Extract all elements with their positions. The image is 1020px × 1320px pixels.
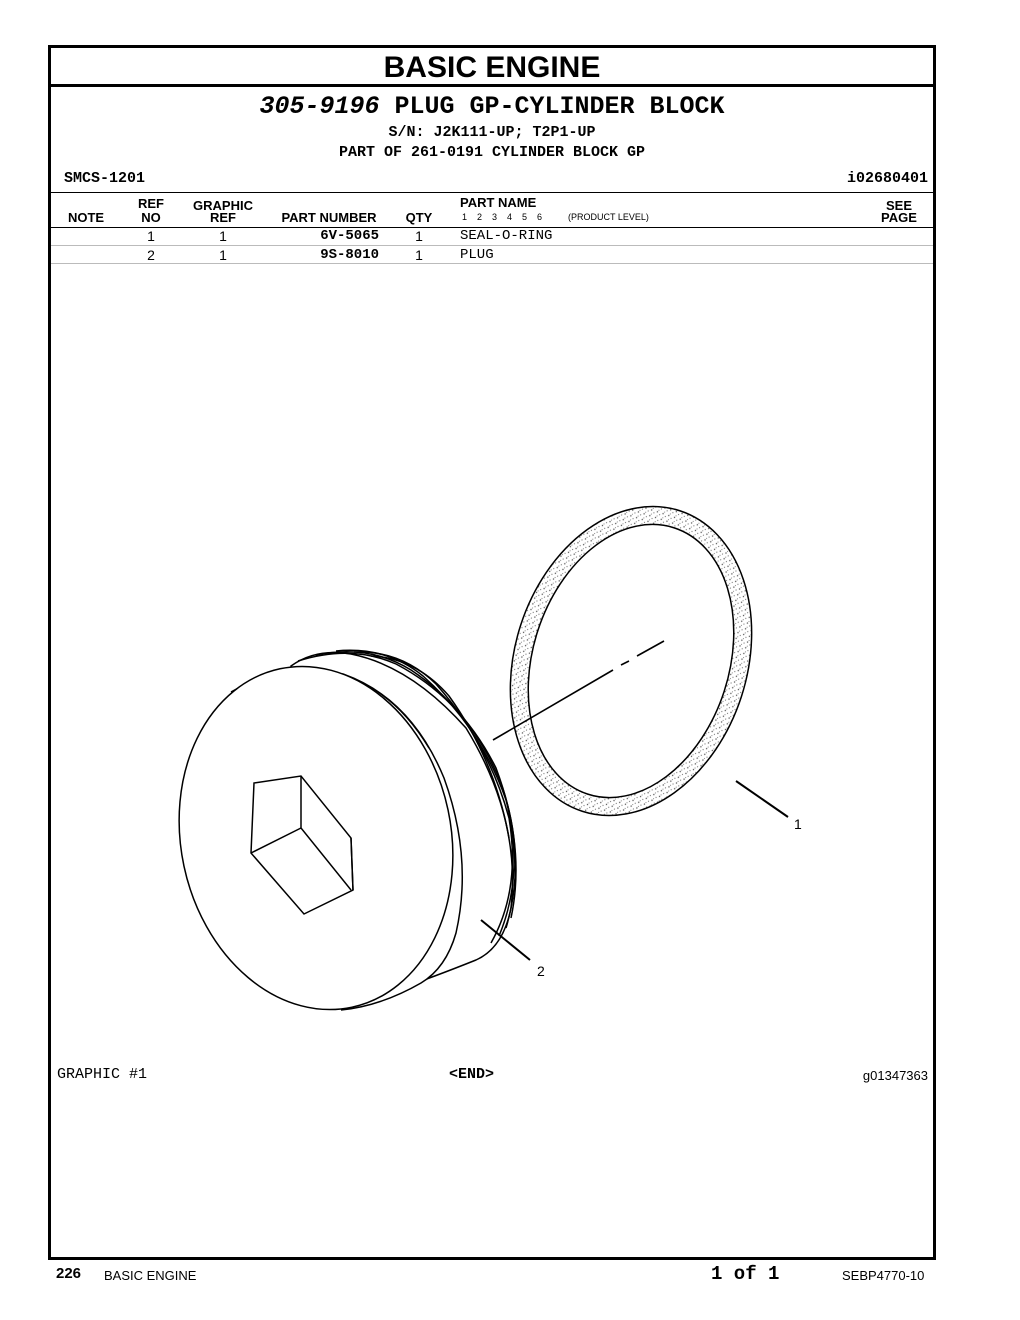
group-name: PLUG GP-CYLINDER BLOCK — [394, 92, 725, 121]
graphic-label: GRAPHIC #1 — [57, 1066, 148, 1083]
header-part-number: PART NUMBER — [281, 210, 377, 225]
header-product-level: (PRODUCT LEVEL) — [568, 212, 649, 222]
graphic-id: g01347363 — [862, 1068, 928, 1083]
row1-graphic-ref: 1 — [219, 228, 227, 244]
row1-part-number: 6V-5065 — [320, 228, 379, 244]
group-part-number: 305-9196 — [259, 92, 380, 121]
header-graphic-top: GRAPHIC — [193, 198, 253, 213]
header-ref-bottom: NO — [141, 210, 161, 225]
footer-section: BASIC ENGINE — [104, 1268, 197, 1283]
footer-page-of: 1 of 1 — [711, 1263, 780, 1285]
row1-part-name: SEAL-O-RING — [460, 228, 553, 244]
row1-ref: 1 — [147, 228, 155, 244]
header-see-bottom: PAGE — [881, 210, 917, 225]
footer-doc-number: SEBP4770-10 — [842, 1268, 925, 1283]
header-ref-top: REF — [138, 196, 164, 211]
footer-page-number: 226 — [56, 1265, 82, 1282]
plug-drawing — [148, 641, 516, 1036]
callout-leader-1 — [736, 781, 788, 817]
row2-part-number: 9S-8010 — [320, 247, 379, 263]
header-part-name: PART NAME — [460, 195, 537, 210]
seal-o-ring-drawing — [472, 475, 790, 847]
row2-part-name: PLUG — [460, 247, 494, 263]
header-see-top: SEE — [885, 198, 912, 213]
end-marker: <END> — [449, 1066, 495, 1083]
serial-numbers: S/N: J2K111-UP; T2P1-UP — [388, 124, 596, 141]
header-note: NOTE — [67, 210, 105, 225]
header-levels: 1 2 3 4 5 6 — [462, 212, 543, 222]
section-title: BASIC ENGINE — [51, 48, 933, 87]
row2-ref: 2 — [147, 247, 155, 263]
page-frame — [48, 45, 936, 1260]
part-of-line: PART OF 261-0191 CYLINDER BLOCK GP — [338, 144, 646, 161]
callout-label-2: 2 — [537, 963, 545, 979]
doc-id: i02680401 — [846, 170, 928, 187]
row2-qty: 1 — [415, 247, 423, 263]
header-graphic-bottom: REF — [210, 210, 236, 225]
smcs-code: SMCS-1201 — [64, 170, 146, 187]
row1-qty: 1 — [415, 228, 423, 244]
callout-label-1: 1 — [794, 816, 802, 832]
header-qty: QTY — [405, 210, 433, 225]
row2-graphic-ref: 1 — [219, 247, 227, 263]
